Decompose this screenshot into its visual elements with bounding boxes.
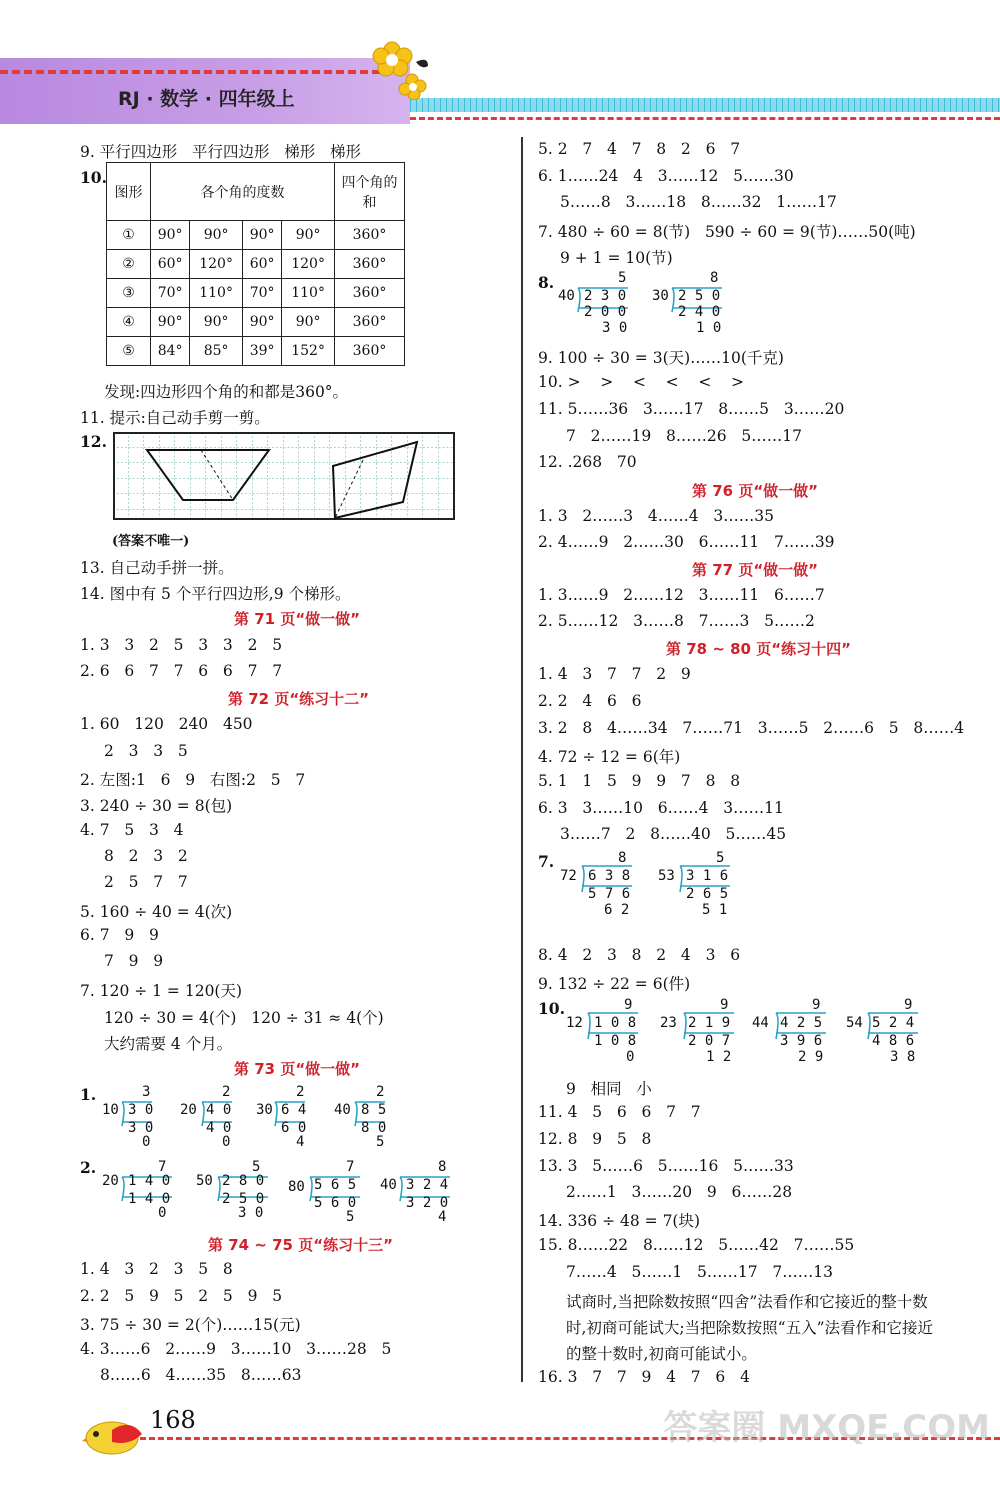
svg-text:2 6 5: 2 6 5 — [686, 886, 729, 902]
svg-text:2 8 0: 2 8 0 — [222, 1173, 265, 1189]
svg-text:12: 12 — [566, 1015, 583, 1031]
finding: 发现:四边形四个角的和都是360°。 — [104, 383, 349, 401]
section-title-74: 第 74 ~ 75 页“练习十三” — [208, 1236, 393, 1254]
answer: 15. 8……22 8……12 5……42 7……55 — [538, 1236, 855, 1254]
svg-text:9: 9 — [720, 997, 729, 1013]
svg-text:10: 10 — [102, 1102, 119, 1118]
svg-text:30: 30 — [256, 1102, 273, 1118]
section-title-72: 第 72 页“练习十二” — [228, 690, 370, 708]
table-row — [107, 250, 405, 279]
answer-label: 10. — [538, 999, 565, 1018]
answer: 7……4 5……1 5……17 7……13 — [566, 1263, 833, 1281]
answer-10-label: 10. — [80, 168, 107, 187]
answer: 13. 3 5……6 5……16 5……33 — [538, 1157, 794, 1175]
page-number: 168 — [150, 1406, 196, 1434]
answer: 7. 480 ÷ 60 = 8(节) 590 ÷ 60 = 9(节)……50(吨) — [538, 223, 916, 241]
table-cell: 110° — [190, 279, 243, 308]
section-title-71: 第 71 页“做一做” — [234, 610, 361, 628]
answer: 14. 336 ÷ 48 = 7(块) — [538, 1212, 701, 1230]
note: (答案不唯一) — [112, 534, 190, 549]
answer: 1. 3 2……3 4……4 3……35 — [538, 507, 774, 525]
svg-text:4: 4 — [438, 1209, 447, 1225]
answer: 7. 120 ÷ 1 = 120(天) — [80, 982, 243, 1000]
svg-text:8 0: 8 0 — [361, 1120, 387, 1136]
grid-figure — [113, 432, 455, 520]
long-division-set-1 — [100, 1080, 400, 1150]
answer: 12. 8 9 5 8 — [538, 1130, 652, 1148]
svg-text:5 6 5: 5 6 5 — [314, 1177, 357, 1193]
table-cell: 360° — [335, 279, 405, 308]
table-cell: 90° — [190, 308, 243, 337]
svg-text:5: 5 — [252, 1159, 261, 1175]
svg-text:40: 40 — [334, 1102, 351, 1118]
answer: 7 9 9 — [104, 952, 164, 970]
svg-text:3 0: 3 0 — [602, 320, 628, 336]
svg-text:2: 2 — [296, 1084, 305, 1100]
answer: 2. 5……12 3……8 7……3 5……2 — [538, 612, 815, 630]
answer: 11. 5……36 3……17 8……5 3……20 — [538, 400, 845, 418]
table-cell: 90° — [151, 221, 190, 250]
answer: 10. > > < < < > — [538, 373, 745, 391]
answer: 9 相同 小 — [566, 1080, 652, 1098]
svg-text:2: 2 — [376, 1084, 385, 1100]
svg-text:0: 0 — [626, 1049, 635, 1065]
svg-text:2 9: 2 9 — [798, 1049, 824, 1065]
svg-text:4 0: 4 0 — [206, 1120, 232, 1136]
svg-text:30: 30 — [652, 288, 669, 304]
table-cell: 70° — [242, 279, 281, 308]
svg-text:3: 3 — [142, 1084, 151, 1100]
long-division-10 — [566, 995, 926, 1067]
svg-text:72: 72 — [560, 868, 577, 884]
answer: 2. 左图:1 6 9 右图:2 5 7 — [80, 771, 306, 789]
header-dash — [0, 70, 380, 74]
answer: 1. 4 3 2 3 5 8 — [80, 1260, 233, 1278]
table-cell: 360° — [335, 308, 405, 337]
answer: 2. 4……9 2……30 6……11 7……39 — [538, 533, 835, 551]
svg-text:4: 4 — [296, 1134, 305, 1150]
answer: 1. 4 3 7 7 2 9 — [538, 665, 691, 683]
svg-text:8: 8 — [618, 850, 627, 866]
answer: 5. 2 7 4 7 8 2 6 7 — [538, 140, 741, 158]
svg-text:5: 5 — [376, 1134, 385, 1150]
svg-text:6 3 8: 6 3 8 — [588, 868, 631, 884]
svg-text:3 2 0: 3 2 0 — [406, 1195, 449, 1211]
table-cell: ① — [107, 221, 151, 250]
table-cell: 39° — [242, 337, 281, 366]
table-cell: 360° — [335, 250, 405, 279]
section-title-77: 第 77 页“做一做” — [692, 561, 819, 579]
bird-icon — [82, 1412, 152, 1458]
svg-text:3 0: 3 0 — [128, 1102, 154, 1118]
answer: 8 2 3 2 — [104, 847, 188, 865]
section-title-78: 第 78 ~ 80 页“练习十四” — [666, 640, 851, 658]
svg-text:5 7 6: 5 7 6 — [588, 886, 631, 902]
section-title-73: 第 73 页“做一做” — [234, 1060, 361, 1078]
answer: 120 ÷ 30 = 4(个) 120 ÷ 31 ≈ 4(个) — [104, 1009, 384, 1027]
table-cell: ② — [107, 250, 151, 279]
table-cell: 120° — [282, 250, 335, 279]
svg-text:8: 8 — [710, 270, 719, 286]
answer: 5……8 3……18 8……32 1……17 — [560, 193, 837, 211]
svg-text:1 0 8: 1 0 8 — [594, 1015, 637, 1031]
long-division-set-2 — [100, 1155, 460, 1225]
answer-13: 13. 自己动手拼一拼。 — [80, 559, 234, 577]
svg-text:40: 40 — [558, 288, 575, 304]
table-cell: 360° — [335, 221, 405, 250]
header-dash-right — [410, 117, 1000, 120]
answer: 试商时,当把除数按照“四舍”法看作和它接近的整十数 — [566, 1293, 928, 1311]
table-cell: 90° — [190, 221, 243, 250]
table-cell: ⑤ — [107, 337, 151, 366]
svg-text:3 8: 3 8 — [890, 1049, 916, 1065]
table-cell: 90° — [242, 221, 281, 250]
answer: 9. 132 ÷ 22 = 6(件) — [538, 975, 691, 993]
answer: 8. 4 2 3 8 2 4 3 6 — [538, 946, 741, 964]
svg-text:1 0: 1 0 — [696, 320, 722, 336]
long-division-8 — [558, 268, 738, 338]
svg-text:40: 40 — [380, 1177, 397, 1193]
answer: 7 2……19 8……26 5……17 — [566, 427, 802, 445]
answer: 1. 3 3 2 5 3 3 2 5 — [80, 636, 283, 654]
svg-text:8: 8 — [438, 1159, 447, 1175]
svg-text:9: 9 — [904, 997, 913, 1013]
svg-text:2 4 0: 2 4 0 — [678, 304, 721, 320]
svg-text:5 2 4: 5 2 4 — [872, 1015, 915, 1031]
answer: 2. 2 5 9 5 2 5 9 5 — [80, 1287, 283, 1305]
svg-text:2 3 0: 2 3 0 — [584, 288, 627, 304]
svg-text:20: 20 — [180, 1102, 197, 1118]
table-cell: 85° — [190, 337, 243, 366]
svg-text:6 2: 6 2 — [604, 902, 630, 918]
svg-text:4 0: 4 0 — [206, 1102, 232, 1118]
answer: 4. 7 5 3 4 — [80, 821, 184, 839]
svg-text:9: 9 — [812, 997, 821, 1013]
answer: 的整十数时,初商可能试小。 — [566, 1345, 757, 1363]
long-division-7 — [558, 848, 748, 920]
svg-text:5 6 0: 5 6 0 — [314, 1195, 357, 1211]
answer: 8……6 4……35 8……63 — [100, 1366, 302, 1384]
svg-text:2 0 7: 2 0 7 — [688, 1033, 731, 1049]
answer: 6. 3 3……10 6……4 3……11 — [538, 799, 784, 817]
answer: 16. 3 7 7 9 4 7 6 4 — [538, 1368, 750, 1386]
svg-text:1 2: 1 2 — [706, 1049, 732, 1065]
answer-14: 14. 图中有 5 个平行四边形,9 个梯形。 — [80, 585, 351, 603]
section-title-76: 第 76 页“做一做” — [692, 482, 819, 500]
answer: 3. 75 ÷ 30 = 2(个)……15(元) — [80, 1316, 301, 1334]
answer-label: 7. — [538, 852, 555, 871]
answer-label: 8. — [538, 273, 555, 292]
svg-text:2 1 9: 2 1 9 — [688, 1015, 731, 1031]
table-row — [107, 308, 405, 337]
table-cell: 70° — [151, 279, 190, 308]
answer: 4. 72 ÷ 12 = 6(年) — [538, 748, 681, 766]
table-cell: 152° — [282, 337, 335, 366]
svg-text:50: 50 — [196, 1173, 213, 1189]
table-cell: 60° — [242, 250, 281, 279]
answer: 大约需要 4 个月。 — [104, 1035, 233, 1053]
svg-text:54: 54 — [846, 1015, 863, 1031]
svg-text:2 0 0: 2 0 0 — [584, 304, 627, 320]
table-cell: 90° — [282, 221, 335, 250]
svg-text:4 8 6: 4 8 6 — [872, 1033, 915, 1049]
answer: 9. 100 ÷ 30 = 3(天)……10(千克) — [538, 349, 784, 367]
answer: 12. .268 70 — [538, 453, 637, 471]
table-row — [107, 337, 405, 366]
svg-text:44: 44 — [752, 1015, 769, 1031]
svg-text:3 2 4: 3 2 4 — [406, 1177, 449, 1193]
table-header-shape: 图形 — [107, 163, 151, 221]
table-row — [107, 221, 405, 250]
svg-text:9: 9 — [624, 997, 633, 1013]
answer-12-label: 12. — [80, 432, 107, 451]
table-cell: ④ — [107, 308, 151, 337]
svg-text:5: 5 — [716, 850, 725, 866]
table-cell: 110° — [282, 279, 335, 308]
answer-label: 2. — [80, 1158, 97, 1177]
column-divider — [521, 137, 523, 1382]
svg-text:2 5 0: 2 5 0 — [222, 1191, 265, 1207]
svg-text:23: 23 — [660, 1015, 677, 1031]
answer: 3……7 2 8……40 5……45 — [560, 825, 787, 843]
table-cell: ③ — [107, 279, 151, 308]
svg-text:5 1: 5 1 — [702, 902, 728, 918]
table-cell: 90° — [242, 308, 281, 337]
answer-label: 1. — [80, 1085, 97, 1104]
answer: 11. 4 5 6 6 7 7 — [538, 1103, 701, 1121]
svg-text:8 5: 8 5 — [361, 1102, 387, 1118]
svg-text:1 0 8: 1 0 8 — [594, 1033, 637, 1049]
svg-text:0: 0 — [142, 1134, 151, 1150]
answer: 时,初商可能试大;当把除数按照“五入”法看作和它接近 — [566, 1319, 933, 1337]
table-header-sum: 四个角的和 — [335, 163, 405, 221]
header-stripe — [410, 98, 1000, 112]
svg-text:2: 2 — [222, 1084, 231, 1100]
svg-text:53: 53 — [658, 868, 675, 884]
svg-text:3 9 6: 3 9 6 — [780, 1033, 823, 1049]
flower-icon — [372, 40, 430, 100]
answer: 6. 1……24 4 3……12 5……30 — [538, 167, 794, 185]
svg-text:1 4 0: 1 4 0 — [128, 1191, 171, 1207]
table-row — [107, 279, 405, 308]
table-cell: 360° — [335, 337, 405, 366]
answer: 2 5 7 7 — [104, 873, 188, 891]
table-cell: 120° — [190, 250, 243, 279]
table-cell: 90° — [282, 308, 335, 337]
svg-text:80: 80 — [288, 1179, 305, 1195]
svg-text:3 0: 3 0 — [128, 1120, 154, 1136]
svg-text:0: 0 — [158, 1205, 167, 1221]
answer: 6. 7 9 9 — [80, 926, 159, 944]
svg-text:5: 5 — [346, 1209, 355, 1225]
table-cell: 90° — [151, 308, 190, 337]
svg-text:20: 20 — [102, 1173, 119, 1189]
svg-text:6 4: 6 4 — [281, 1102, 307, 1118]
answer: 2. 6 6 7 7 6 6 7 7 — [80, 662, 283, 680]
svg-text:1 4 0: 1 4 0 — [128, 1173, 171, 1189]
table-cell: 84° — [151, 337, 190, 366]
answer: 1. 3……9 2……12 3……11 6……7 — [538, 586, 825, 604]
answer: 5. 1 1 5 9 9 7 8 8 — [538, 772, 741, 790]
angle-table — [106, 162, 405, 366]
answer: 4. 3……6 2……9 3……10 3……28 5 — [80, 1340, 392, 1358]
watermark: 答案圈 MXQE.COM — [663, 1408, 990, 1448]
answer-9: 9. 平行四边形 平行四边形 梯形 梯形 — [80, 143, 362, 161]
svg-text:5: 5 — [618, 270, 627, 286]
answer: 2. 2 4 6 6 — [538, 692, 642, 710]
answer: 1. 60 120 240 450 — [80, 715, 253, 733]
svg-text:3 1 6: 3 1 6 — [686, 868, 729, 884]
svg-text:0: 0 — [222, 1134, 231, 1150]
answer: 5. 160 ÷ 40 = 4(次) — [80, 903, 233, 921]
answer: 2 3 3 5 — [104, 742, 188, 760]
answer: 3. 240 ÷ 30 = 8(包) — [80, 797, 233, 815]
svg-text:7: 7 — [346, 1159, 355, 1175]
table-cell: 60° — [151, 250, 190, 279]
svg-text:4 2 5: 4 2 5 — [780, 1015, 823, 1031]
header-title: RJ · 数学 · 四年级上 — [118, 88, 295, 110]
table-header-angles: 各个角的度数 — [151, 163, 335, 221]
svg-text:6 0: 6 0 — [281, 1120, 307, 1136]
answer: 3. 2 8 4……34 7……71 3……5 2……6 5 8……4 — [538, 719, 965, 737]
svg-text:7: 7 — [158, 1159, 167, 1175]
answer: 9 + 1 = 10(节) — [560, 249, 673, 267]
svg-text:2 5 0: 2 5 0 — [678, 288, 721, 304]
answer: 2……1 3……20 9 6……28 — [566, 1183, 793, 1201]
answer-11: 11. 提示:自己动手剪一剪。 — [80, 409, 270, 427]
svg-text:3 0: 3 0 — [238, 1205, 264, 1221]
